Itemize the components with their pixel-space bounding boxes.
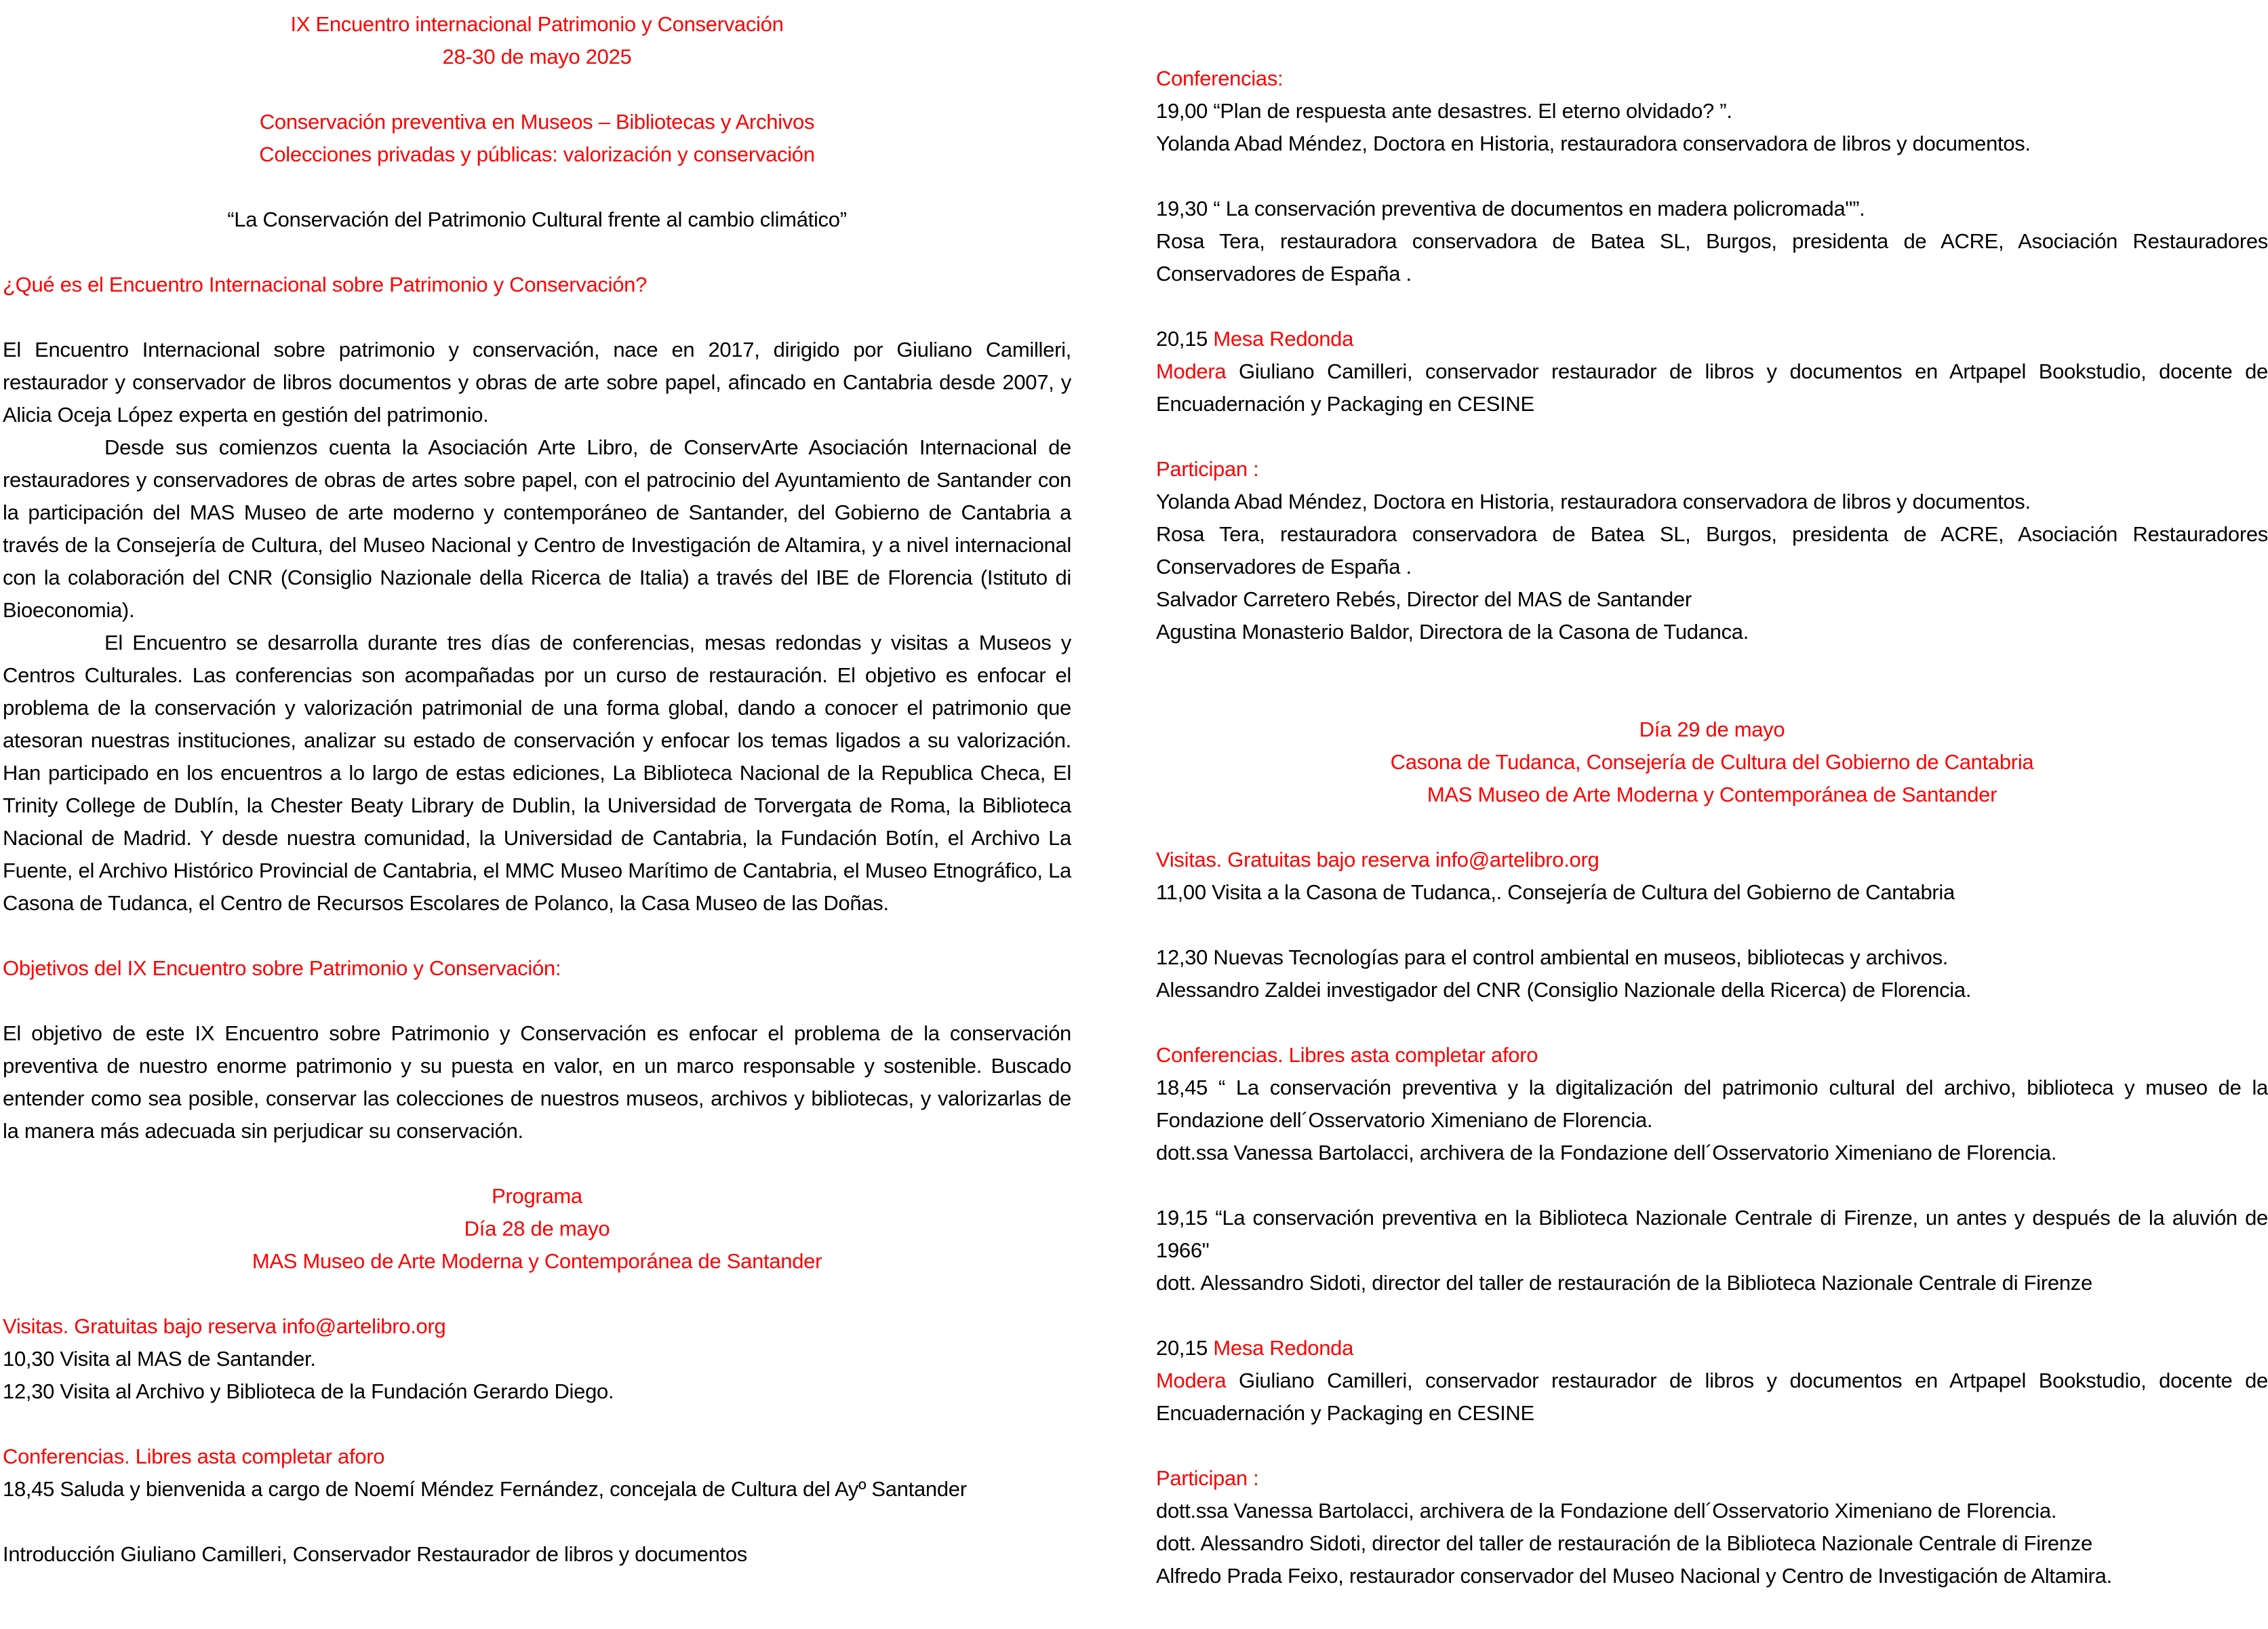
- blank-line: [1156, 1006, 2268, 1039]
- talk-1930-speaker: Rosa Tera, restauradora conservadora de Batea SL, Burgos, presidenta de ACRE, Asociación Restauradores Conservadores de España .: [1156, 229, 2268, 286]
- day1-participant-1: Yolanda Abad Méndez, Doctora en Historia, restauradora conservadora de libros y documentos.: [1156, 490, 2031, 513]
- blank-line: [1156, 1299, 2268, 1332]
- blank-line: [3, 171, 1071, 203]
- day1-participant-3: Salvador Carretero Rebés, Director del MAS de Santander: [1156, 587, 1692, 611]
- day1-visit-1230: 12,30 Visita al Archivo y Biblioteca de la Fundación Gerardo Diego.: [3, 1379, 614, 1403]
- programa-day2-heading-line: Casona de Tudanca, Consejería de Cultura del Gobierno de Cantabria: [1390, 750, 2034, 774]
- blank-line: [3, 301, 1071, 334]
- day2-mesa-modera-segment: Modera: [1156, 1369, 1239, 1392]
- day2-visitas-heading: Visitas. Gratuitas bajo reserva info@artelibro.org: [1156, 848, 1599, 871]
- day2-participant-1: dott.ssa Vanessa Bartolacci, archivera de la Fondazione dell´Osservatorio Ximeniano de Florencia.: [1156, 1499, 2057, 1523]
- day2-talk-1915-title: 19,15 “La conservación preventiva en la Biblioteca Nazionale Centrale di Firenze, un antes y después de la aluvión de 1966": [1156, 1206, 2268, 1262]
- section-heading-objetivos: Objetivos del IX Encuentro sobre Patrimonio y Conservación:: [3, 956, 561, 980]
- day2-visit-1100: 11,00 Visita a la Casona de Tudanca,. Consejería de Cultura del Gobierno de Cantabria: [1156, 880, 1955, 904]
- conferencias-heading: Conferencias:: [1156, 66, 1284, 90]
- day1-visitas-heading: Visitas. Gratuitas bajo reserva info@artelibro.org: [3, 1314, 446, 1338]
- blank-line: [1156, 648, 2268, 681]
- blank-line: [3, 236, 1071, 269]
- objetivos-paragraph: El objetivo de este IX Encuentro sobre Patrimonio y Conservación es enfocar el problema de la conservación preventiva de nuestro enorme patrimonio y su puesta en valor, en un marco responsable y sostenible. Buscado entender como sea posible, conservar las colecciones de nuestros museos, archivos y bibliotecas, y valorizarlas de la manera más adecuada sin perjudicar su conservación.: [3, 1021, 1071, 1143]
- day1-mesa-redonda: [1156, 323, 2268, 355]
- blank-line: [3, 985, 1071, 1017]
- blank-line: [1156, 1430, 2268, 1462]
- talk-1900-title: 19,00 “Plan de respuesta ante desastres. El eterno olvidado? ”.: [1156, 99, 1732, 123]
- day2-participant-2: dott. Alessandro Sidoti, director del taller de restauración de la Biblioteca Nazionale Centrale di Firenze: [1156, 1531, 2092, 1555]
- programa-day1-heading-line: Programa: [492, 1184, 582, 1208]
- right-page-column: [1156, 0, 2268, 1592]
- intro-paragraph-2: Desde sus comienzos cuenta la Asociación Arte Libro, de ConservArte Asociación Internacional de restauradores y conservadores de obras de artes sobre papel, con el patrocinio del Ayuntamiento de Santander con la participación del MAS Museo de arte moderno y contemporáneo de Santander, del Gobierno de Cantabria a través de la Consejería de Cultura, del Museo Nacional y Centro de Investigación de Altamira, y a nivel internacional con la colaboración del CNR (Consiglio Nazionale della Ricerca de Italia) a través del IBE de Florencia (Istituto di Bioeconomia).: [3, 435, 1071, 622]
- event-title-line: 28-30 de mayo 2025: [442, 45, 632, 68]
- day2-talk-1915-speaker: dott. Alessandro Sidoti, director del taller de restauración de la Biblioteca Nazionale Centrale di Firenze: [1156, 1271, 2092, 1295]
- event-theme-quote: “La Conservación del Patrimonio Cultural frente al cambio climático”: [227, 208, 847, 231]
- day2-participan-heading: Participan :: [1156, 1466, 1259, 1490]
- programa-day1-heading-line: MAS Museo de Arte Moderna y Contemporánea de Santander: [252, 1249, 822, 1273]
- day2-participant-3: Alfredo Prada Feixo, restaurador conservador del Museo Nacional y Centro de Investigación de Altamira.: [1156, 1564, 2112, 1588]
- day1-introduccion: Introducción Giuliano Camilleri, Conservador Restaurador de libros y documentos: [3, 1542, 748, 1566]
- day2-mesa-redonda-segment: Mesa Redonda: [1213, 1336, 1354, 1360]
- event-subtitle: [3, 106, 1071, 171]
- talk-1900-speaker: Yolanda Abad Méndez, Doctora en Historia, restauradora conservadora de libros y documentos.: [1156, 132, 2031, 155]
- blank-line: [1156, 160, 2268, 193]
- blank-line: [3, 1506, 1071, 1538]
- blank-line: [3, 73, 1071, 106]
- event-subtitle-line: Conservación preventiva en Museos – Bibliotecas y Archivos: [259, 110, 815, 134]
- day1-talk-1845: 18,45 Saluda y bienvenida a cargo de Noemí Méndez Fernández, concejala de Cultura del Ayº Santander: [3, 1477, 967, 1501]
- day2-conferencias-heading: Conferencias. Libres asta completar aforo: [1156, 1043, 1538, 1067]
- blank-line: [1156, 290, 2268, 323]
- day1-participant-4: Agustina Monasterio Baldor, Directora de la Casona de Tudanca.: [1156, 620, 1749, 644]
- intro-paragraph-1: El Encuentro Internacional sobre patrimonio y conservación, nace en 2017, dirigido por Giuliano Camilleri, restaurador y conservador de libros documentos y obras de arte sobre papel, afincado en Cantabria desde 2007, y Alicia Oceja López experta en gestión del patrimonio.: [3, 338, 1071, 427]
- blank-line: [3, 920, 1071, 952]
- blank-line: [3, 1408, 1071, 1440]
- programa-day2-heading: [1156, 713, 2268, 811]
- day2-talk-1230-title: 12,30 Nuevas Tecnologías para el control ambiental en museos, bibliotecas y archivos.: [1156, 945, 1949, 969]
- programa-day1-heading-line: Día 28 de mayo: [464, 1217, 610, 1240]
- day1-mesa-modera-segment: Giuliano Camilleri, conservador restaurador de libros y documentos en Artpapel Bookstudio, docente de Encuadernación y Packaging en CESINE: [1156, 359, 2268, 416]
- day2-talk-1230-speaker: Alessandro Zaldei investigador del CNR (Consiglio Nazionale della Ricerca) de Florencia.: [1156, 978, 1972, 1002]
- programa-day2-heading-line: MAS Museo de Arte Moderna y Contemporánea de Santander: [1427, 783, 1997, 806]
- day1-visit-1030: 10,30 Visita al MAS de Santander.: [3, 1347, 316, 1371]
- day1-participant-2: Rosa Tera, restauradora conservadora de Batea SL, Burgos, presidenta de ACRE, Asociación Restauradores Conservadores de España .: [1156, 522, 2268, 578]
- blank-line: [1156, 681, 2268, 713]
- intro-paragraph-3: El Encuentro se desarrolla durante tres días de conferencias, mesas redondas y visitas a Museos y Centros Culturales. Las conferencias son acompañadas por un curso de restauración. El objetivo es enfocar el problema de la conservación y valorización patrimonial de una forma global, dando a conocer el patrimonio que atesoran nuestras instituciones, analizar su estado de conservación y enfocar los temas ligados a su valorización. Han participado en los encuentros a lo largo de estas ediciones, La Biblioteca Nacional de la Republica Checa, El Trinity College de Dublín, la Chester Beaty Library de Dublin, la Universidad de Torvergata de Roma, la Biblioteca Nacional de Madrid. Y desde nuestra comunidad, la Universidad de Cantabria, la Fundación Botín, el Archivo La Fuente, el Archivo Histórico Provincial de Cantabria, el MMC Museo Marítimo de Cantabria, el Museo Etnográfico, La Casona de Tudanca, el Centro de Recursos Escolares de Polanco, la Casa Museo de las Doñas.: [3, 631, 1071, 915]
- section-heading-que-es: ¿Qué es el Encuentro Internacional sobre Patrimonio y Conservación?: [3, 273, 648, 296]
- day1-conferencias-heading: Conferencias. Libres asta completar aforo: [3, 1445, 385, 1468]
- day1-mesa-modera: [1156, 355, 2268, 420]
- day2-talk-1845-speaker: dott.ssa Vanessa Bartolacci, archivera de la Fondazione dell´Osservatorio Ximeniano de Florencia.: [1156, 1141, 2057, 1164]
- day2-mesa-modera-segment: Giuliano Camilleri, conservador restaurador de libros y documentos en Artpapel Bookstudio, docente de Encuadernación y Packaging en CESINE: [1156, 1369, 2268, 1425]
- blank-line: [3, 1147, 1071, 1180]
- left-page-column: [3, 0, 1071, 1571]
- day1-mesa-redonda-segment: 20,15: [1156, 327, 1214, 351]
- blank-line: [1156, 1169, 2268, 1202]
- programa-day1-heading: [3, 1180, 1071, 1278]
- event-title: [3, 8, 1071, 73]
- event-subtitle-line: Colecciones privadas y públicas: valorización y conservación: [259, 142, 815, 166]
- programa-day2-heading-line: Día 29 de mayo: [1639, 718, 1785, 741]
- day1-participan-heading: Participan :: [1156, 457, 1259, 481]
- talk-1930-title: 19,30 “ La conservación preventiva de documentos en madera policromada"”.: [1156, 197, 1865, 220]
- day2-mesa-modera: [1156, 1365, 2268, 1430]
- day1-mesa-modera-segment: Modera: [1156, 359, 1239, 383]
- day2-mesa-redonda-segment: 20,15: [1156, 1336, 1214, 1360]
- day2-mesa-redonda: [1156, 1332, 2268, 1365]
- event-title-line: IX Encuentro internacional Patrimonio y Conservación: [290, 12, 784, 36]
- blank-line: [3, 1278, 1071, 1310]
- blank-line: [1156, 420, 2268, 453]
- day1-mesa-redonda-segment: Mesa Redonda: [1213, 327, 1354, 351]
- blank-line: [1156, 811, 2268, 844]
- blank-line: [1156, 909, 2268, 941]
- day2-talk-1845-title: 18,45 “ La conservación preventiva y la digitalización del patrimonio cultural del archivo, biblioteca y museo de la Fondazione dell´Osservatorio Ximeniano de Florencia.: [1156, 1076, 2268, 1132]
